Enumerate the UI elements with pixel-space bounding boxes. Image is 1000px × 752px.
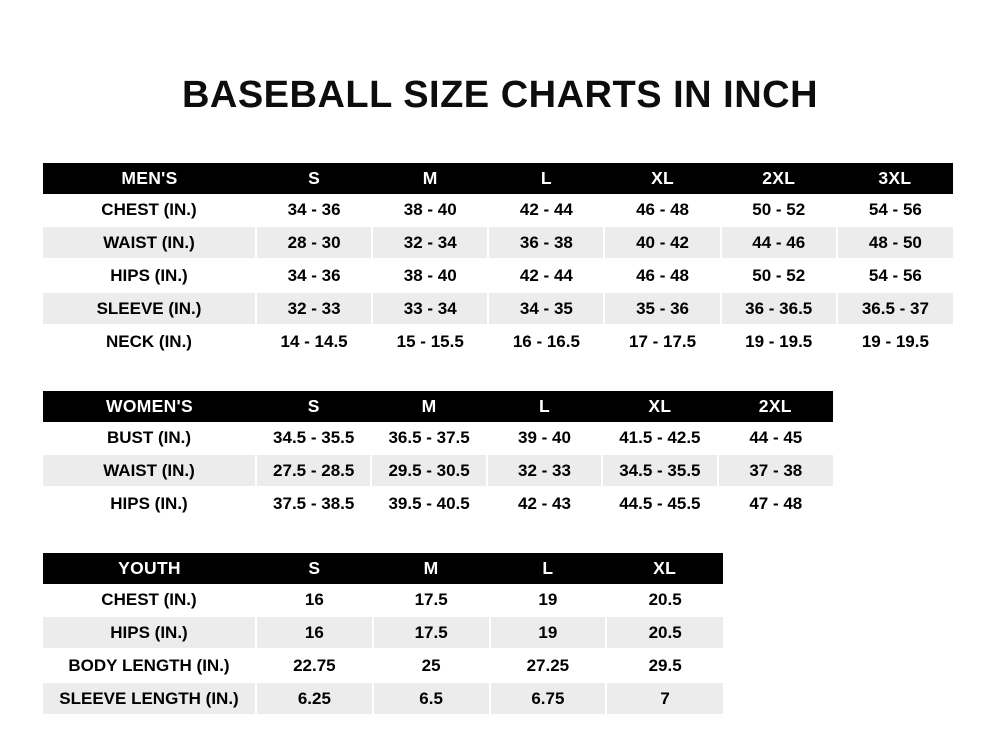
- cell: 28 - 30: [256, 226, 372, 259]
- cell: 6.25: [256, 682, 373, 714]
- cell: 46 - 48: [604, 194, 720, 226]
- cell: 19 - 19.5: [721, 325, 837, 357]
- cell: 22.75: [256, 649, 373, 682]
- cell: 39 - 40: [487, 422, 602, 454]
- table-row: [43, 487, 833, 519]
- cell: 16: [256, 584, 373, 616]
- cell: 34 - 35: [488, 292, 604, 325]
- cell: 38 - 40: [372, 194, 488, 226]
- womens-header-s: S: [256, 391, 371, 422]
- cell: 54 - 56: [837, 259, 953, 292]
- row-label: BUST (IN.): [43, 422, 256, 454]
- cell: 42 - 44: [488, 259, 604, 292]
- womens-header-m: M: [371, 391, 486, 422]
- cell: 44.5 - 45.5: [602, 487, 717, 519]
- table-row: [43, 325, 953, 357]
- cell: 19: [490, 616, 607, 649]
- table-header-row: [43, 553, 723, 584]
- cell: 27.25: [490, 649, 607, 682]
- table-row: [43, 292, 953, 325]
- cell: 20.5: [606, 616, 723, 649]
- row-label: CHEST (IN.): [43, 584, 256, 616]
- row-label: SLEEVE (IN.): [43, 292, 256, 325]
- table-row: [43, 422, 833, 454]
- cell: 6.5: [373, 682, 490, 714]
- womens-header-label: WOMEN'S: [43, 391, 256, 422]
- cell: 36 - 36.5: [721, 292, 837, 325]
- cell: 48 - 50: [837, 226, 953, 259]
- mens-header-m: M: [372, 163, 488, 194]
- cell: 38 - 40: [372, 259, 488, 292]
- cell: 33 - 34: [372, 292, 488, 325]
- mens-header-l: L: [488, 163, 604, 194]
- cell: 44 - 46: [721, 226, 837, 259]
- youth-size-table: [43, 553, 723, 714]
- womens-header-l: L: [487, 391, 602, 422]
- cell: 19 - 19.5: [837, 325, 953, 357]
- cell: 17 - 17.5: [604, 325, 720, 357]
- table-header-row: [43, 391, 833, 422]
- mens-size-table: [43, 163, 953, 357]
- cell: 41.5 - 42.5: [602, 422, 717, 454]
- cell: 34.5 - 35.5: [602, 454, 717, 487]
- cell: 40 - 42: [604, 226, 720, 259]
- section-spacer: [43, 357, 957, 391]
- cell: 46 - 48: [604, 259, 720, 292]
- cell: 32 - 33: [487, 454, 602, 487]
- womens-header-xl: XL: [602, 391, 717, 422]
- cell: 14 - 14.5: [256, 325, 372, 357]
- row-label: NECK (IN.): [43, 325, 256, 357]
- mens-header-3xl: 3XL: [837, 163, 953, 194]
- table-row: [43, 682, 723, 714]
- womens-header-2xl: 2XL: [718, 391, 833, 422]
- table-row: [43, 226, 953, 259]
- row-label: WAIST (IN.): [43, 454, 256, 487]
- table-row: [43, 649, 723, 682]
- cell: 32 - 33: [256, 292, 372, 325]
- charts-container: [0, 163, 1000, 714]
- table-row: [43, 616, 723, 649]
- youth-table-body: [43, 584, 723, 714]
- womens-table-header: [43, 391, 833, 422]
- cell: 36 - 38: [488, 226, 604, 259]
- cell: 37 - 38: [718, 454, 833, 487]
- cell: 34 - 36: [256, 194, 372, 226]
- table-header-row: [43, 163, 953, 194]
- row-label: HIPS (IN.): [43, 487, 256, 519]
- cell: 42 - 44: [488, 194, 604, 226]
- cell: 42 - 43: [487, 487, 602, 519]
- row-label: HIPS (IN.): [43, 616, 256, 649]
- womens-table-body: [43, 422, 833, 519]
- mens-header-s: S: [256, 163, 372, 194]
- cell: 39.5 - 40.5: [371, 487, 486, 519]
- row-label: WAIST (IN.): [43, 226, 256, 259]
- row-label: CHEST (IN.): [43, 194, 256, 226]
- table-row: [43, 259, 953, 292]
- row-label: HIPS (IN.): [43, 259, 256, 292]
- cell: 37.5 - 38.5: [256, 487, 371, 519]
- mens-header-xl: XL: [604, 163, 720, 194]
- cell: 47 - 48: [718, 487, 833, 519]
- cell: 7: [606, 682, 723, 714]
- cell: 17.5: [373, 616, 490, 649]
- cell: 36.5 - 37: [837, 292, 953, 325]
- cell: 36.5 - 37.5: [371, 422, 486, 454]
- cell: 25: [373, 649, 490, 682]
- cell: 34.5 - 35.5: [256, 422, 371, 454]
- cell: 50 - 52: [721, 194, 837, 226]
- cell: 29.5: [606, 649, 723, 682]
- youth-table-header: [43, 553, 723, 584]
- row-label: BODY LENGTH (IN.): [43, 649, 256, 682]
- mens-header-2xl: 2XL: [721, 163, 837, 194]
- youth-header-xl: XL: [606, 553, 723, 584]
- cell: 29.5 - 30.5: [371, 454, 486, 487]
- cell: 19: [490, 584, 607, 616]
- cell: 16: [256, 616, 373, 649]
- youth-header-l: L: [490, 553, 607, 584]
- cell: 32 - 34: [372, 226, 488, 259]
- youth-header-m: M: [373, 553, 490, 584]
- cell: 6.75: [490, 682, 607, 714]
- womens-size-table: [43, 391, 833, 519]
- table-row: [43, 194, 953, 226]
- cell: 54 - 56: [837, 194, 953, 226]
- cell: 16 - 16.5: [488, 325, 604, 357]
- cell: 34 - 36: [256, 259, 372, 292]
- cell: 15 - 15.5: [372, 325, 488, 357]
- cell: 27.5 - 28.5: [256, 454, 371, 487]
- mens-table-body: [43, 194, 953, 357]
- section-spacer: [43, 519, 957, 553]
- table-row: [43, 454, 833, 487]
- youth-header-label: YOUTH: [43, 553, 256, 584]
- mens-header-label: MEN'S: [43, 163, 256, 194]
- row-label: SLEEVE LENGTH (IN.): [43, 682, 256, 714]
- mens-table-header: [43, 163, 953, 194]
- cell: 35 - 36: [604, 292, 720, 325]
- cell: 17.5: [373, 584, 490, 616]
- cell: 20.5: [606, 584, 723, 616]
- youth-header-s: S: [256, 553, 373, 584]
- page-title: BASEBALL SIZE CHARTS IN INCH: [181, 74, 819, 116]
- table-row: [43, 584, 723, 616]
- cell: 50 - 52: [721, 259, 837, 292]
- cell: 44 - 45: [718, 422, 833, 454]
